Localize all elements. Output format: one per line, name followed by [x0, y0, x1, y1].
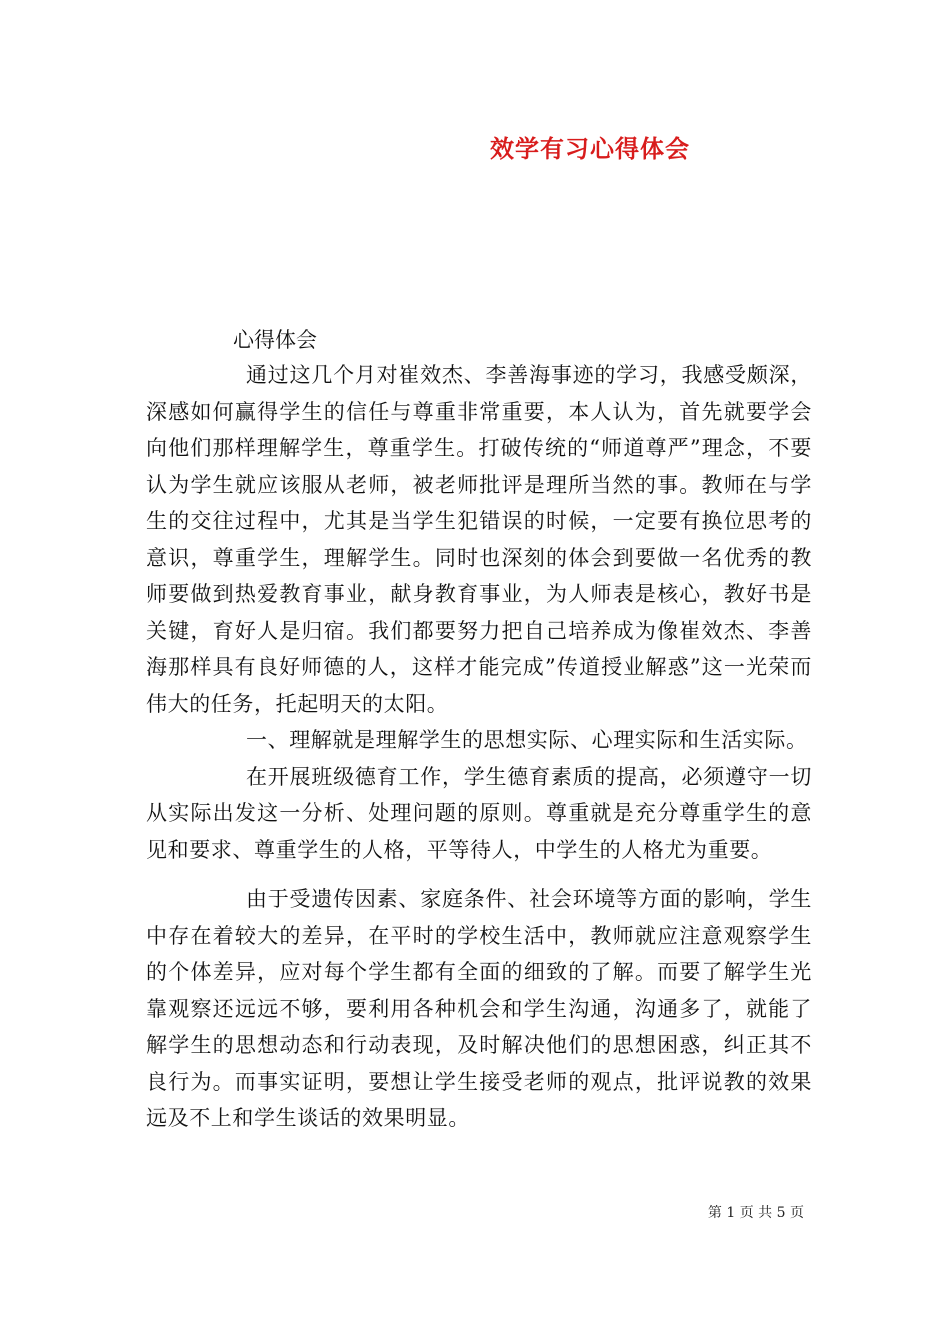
- paragraph-point-one: 一、理解就是理解学生的思想实际、心理实际和生活实际。: [246, 728, 808, 752]
- section-label: 心得体会: [233, 328, 317, 352]
- page-indicator: 第 1 页 共 5 页: [707, 1205, 804, 1221]
- paragraph-individual-differences: 由于受遗传因素、家庭条件、社会环境等方面的影响，学生中存在着较大的差异，在平时的学校生活中，教师就应注意观察学生的个体差异，应对每个学生都有全面的细致的了解。而要了解学生光靠观察还远远不够，要利用各种机会和学生沟通，沟通多了，就能了解学生的思想动态和行动表现，及时解决他们的思想困惑，纠正其不良行为。而事实证明，要想让学生接受老师的观点，批评说教的效果远及不上和学生谈话的效果明显。: [146, 887, 812, 1130]
- document-body: [146, 357, 812, 1137]
- document-title: 效学有习心得体会: [490, 134, 690, 163]
- paragraph-moral-education: 在开展班级德育工作，学生德育素质的提高，必须遵守一切从实际出发这一分析、处理问题的原则。尊重就是充分尊重学生的意见和要求、尊重学生的人格，平等待人，中学生的人格尤为重要。: [146, 764, 812, 862]
- paragraph-intro: 通过这几个月对崔效杰、李善海事迹的学习，我感受颇深，深感如何赢得学生的信任与尊重非常重要，本人认为，首先就要学会向他们那样理解学生，尊重学生。打破传统的“师道尊严”理念，不要认为学生就应该服从老师，被老师批评是理所当然的事。教师在与学生的交往过程中，尤其是当学生犯错误的时候，一定要有换位思考的意识，尊重学生，理解学生。同时也深刻的体会到要做一名优秀的教师要做到热爱教育事业，献身教育事业，为人师表是核心，教好书是关键，育好人是归宿。我们都要努力把自己培养成为像崔效杰、李善海那样具有良好师德的人，这样才能完成”传道授业解惑”这一光荣而伟大的任务，托起明天的太阳。: [146, 363, 812, 716]
